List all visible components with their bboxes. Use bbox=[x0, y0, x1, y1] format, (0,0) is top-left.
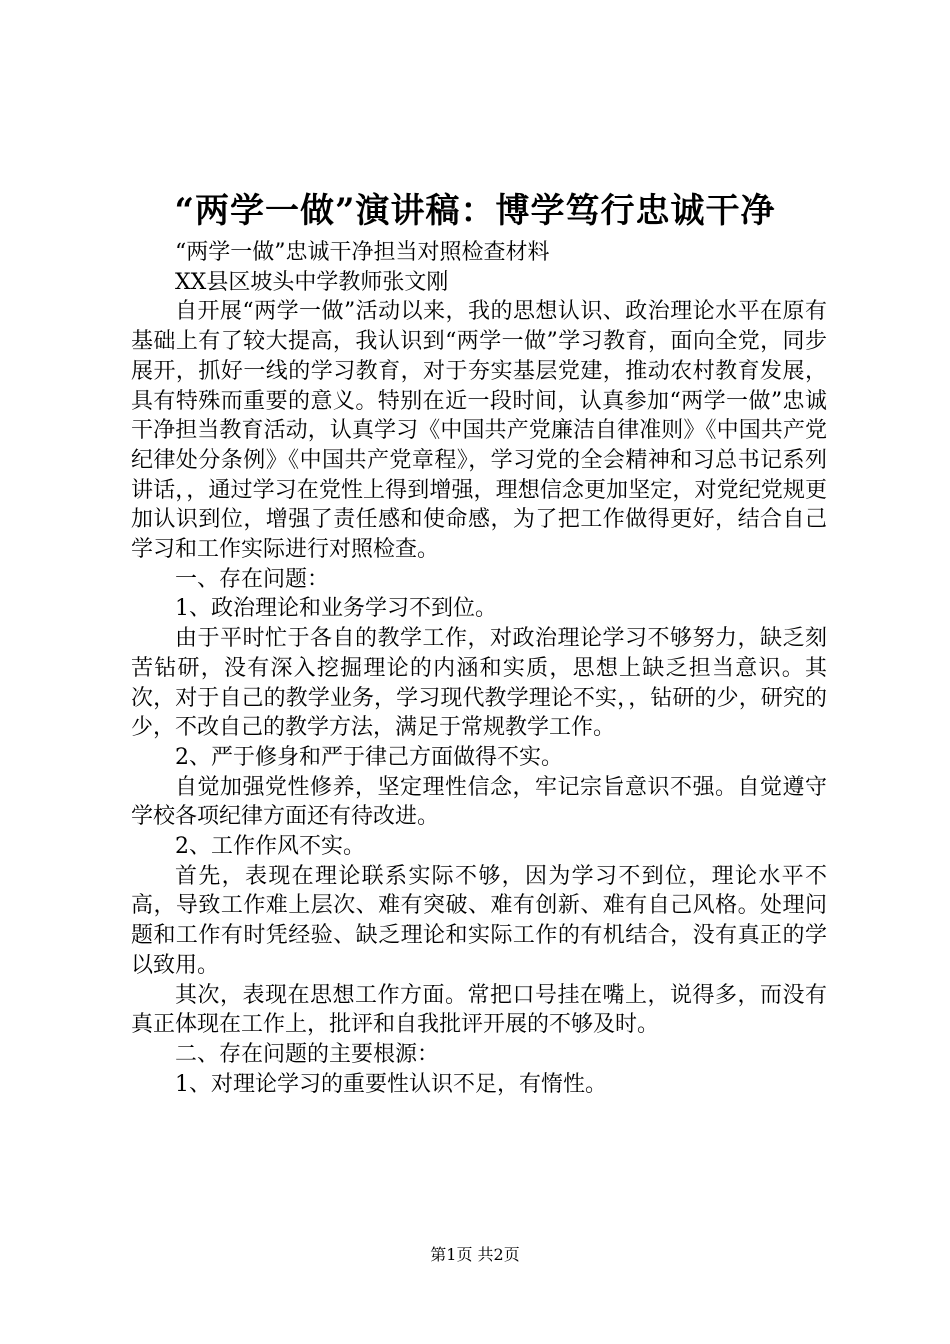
section-heading: 一、存在问题： bbox=[175, 566, 330, 592]
author-paragraph: XX县区坡头中学教师张文刚 bbox=[175, 269, 449, 295]
body-paragraph: 首先，表现在理论联系实际不够，因为学习不到位，理论水平不高，导致工作难上层次、难有突破、难有创新、难有自己风格。处理问题和工作有时凭经验、缺乏理论和实际工作的有机结合，没有真正的学以致用。 bbox=[131, 863, 827, 978]
subsection-heading: 2、工作作风不实。 bbox=[175, 834, 365, 860]
body-paragraph: 其次，表现在思想工作方面。常把口号挂在嘴上，说得多，而没有真正体现在工作上，批评和自我批评开展的不够及时。 bbox=[131, 982, 827, 1038]
document-body bbox=[131, 238, 827, 1099]
subsection-heading: 1、对理论学习的重要性认识不足，有惰性。 bbox=[175, 1071, 607, 1097]
subsection-heading: 2、严于修身和严于律己方面做得不实。 bbox=[175, 744, 563, 770]
body-paragraph: 自开展“两学一做”活动以来，我的思想认识、政治理论水平在原有基础上有了较大提高，我认识到“两学一做”学习教育，面向全党，同步展开，抓好一线的学习教育，对于夯实基层党建，推动农村教育发展，具有特殊而重要的意义。特别在近一段时间，认真参加“两学一做”忠诚干净担当教育活动，认真学习《中国共产党廉洁自律准则》《中国共产党纪律处分条例》《中国共产党章程》，学习党的全会精神和习总书记系列讲话，，通过学习在党性上得到增强，理想信念更加坚定，对党纪党规更加认识到位，增强了责任感和使命感，为了把工作做得更好，结合自己学习和工作实际进行对照检查。 bbox=[131, 299, 827, 563]
page-number-footer: 第1页 共2页 bbox=[430, 1245, 520, 1264]
body-paragraph: 自觉加强党性修养，坚定理性信念，牢记宗旨意识不强。自觉遵守学校各项纪律方面还有待改进。 bbox=[131, 774, 827, 830]
document-title: “两学一做”演讲稿：博学笃行忠诚干净 bbox=[174, 191, 776, 231]
subtitle-paragraph: “两学一做”忠诚干净担当对照检查材料 bbox=[175, 240, 550, 265]
section-heading: 二、存在问题的主要根源： bbox=[175, 1041, 440, 1067]
body-paragraph: 由于平时忙于各自的教学工作，对政治理论学习不够努力，缺乏刻苦钻研，没有深入挖掘理论的内涵和实质，思想上缺乏担当意识。其次，对于自己的教学业务，学习现代教学理论不实，，钻研的少，研究的少，不改自己的教学方法，满足于常规教学工作。 bbox=[131, 626, 827, 741]
subsection-heading: 1、政治理论和业务学习不到位。 bbox=[175, 596, 497, 622]
